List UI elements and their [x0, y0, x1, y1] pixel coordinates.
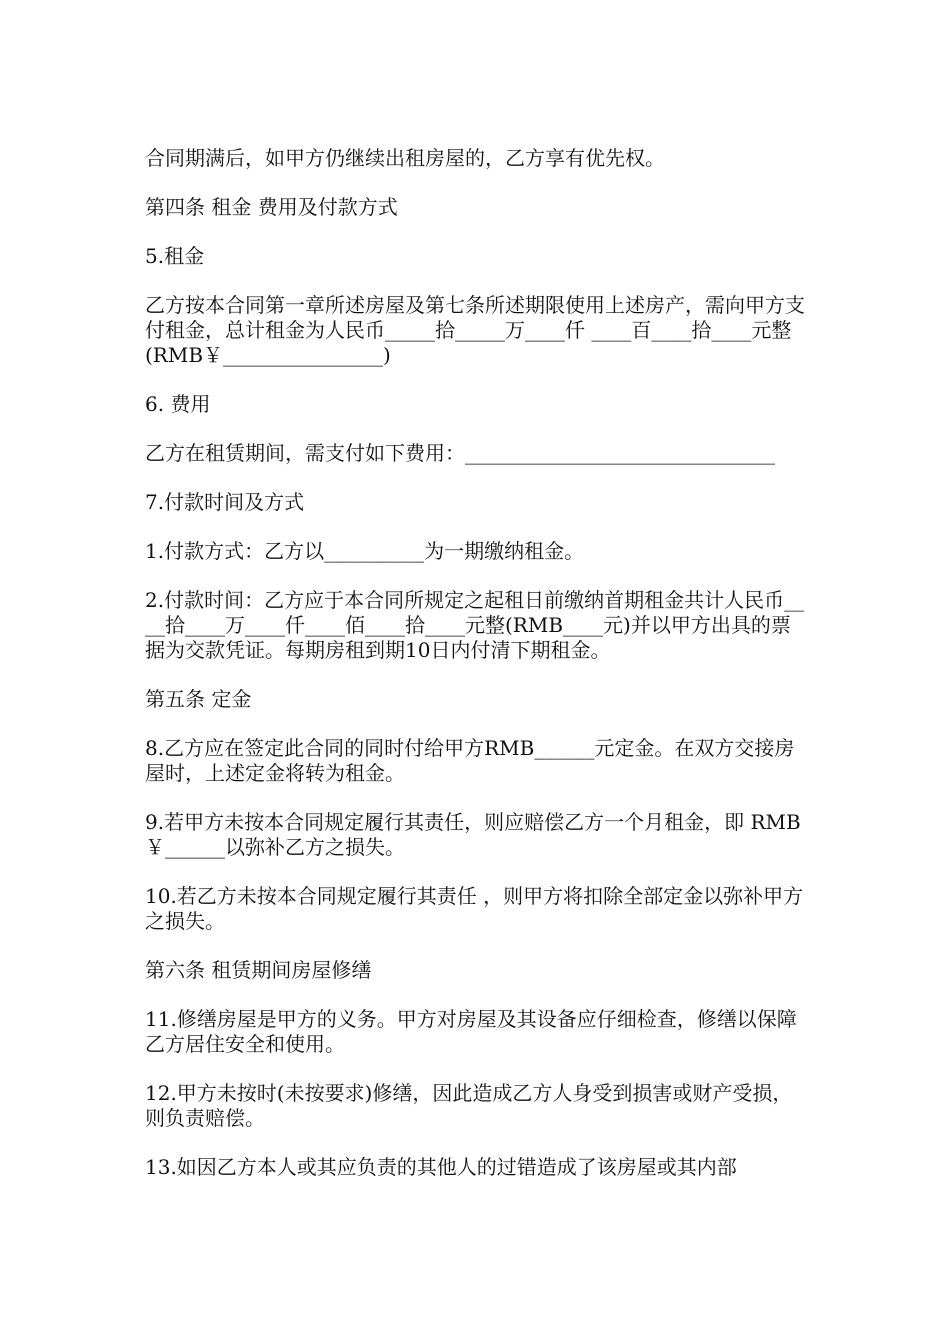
heading-rent: 5.租金 [145, 244, 205, 268]
paragraph-deposit: 8.乙方应在签定此合同的同时付给甲方RMB______元定金。在双方交接房屋时，上述定金将转为租金。 [145, 736, 795, 785]
paragraph-payment-time: 2.付款时间：乙方应于本合同所规定之起租日前缴纳首期租金共计人民币____拾____万____仟____佰____拾____元整(RMB____元)并以甲方出具的票据为交款凭证。每期房租到期10日内付清下期租金。 [145, 588, 805, 662]
heading-article-6: 第六条 租赁期间房屋修缮 [145, 958, 372, 982]
paragraph-payment-method: 1.付款方式：乙方以__________为一期缴纳租金。 [145, 539, 585, 563]
heading-fees: 6. 费用 [145, 392, 211, 416]
paragraph-landlord-breach: 9.若甲方未按本合同规定履行其责任，则应赔偿乙方一个月租金，即 RMB￥______以弥补乙方之损失。 [145, 810, 801, 859]
paragraph-tenant-breach: 10.若乙方未按本合同规定履行其责任 ，则甲方将扣除全部定金以弥补甲方之损失。 [145, 884, 804, 933]
paragraph-tenant-fault: 13.如因乙方本人或其应负责的其他人的过错造成了该房屋或其内部 [145, 1155, 737, 1179]
paragraph-rent-total: 乙方按本合同第一章所述房屋及第七条所述期限使用上述房产，需向甲方支付租金，总计租金为人民币_____拾_____万____仟 ____百____拾____元整(RMB￥________________) [145, 293, 805, 367]
heading-article-5: 第五条 定金 [145, 687, 252, 711]
document-body [145, 146, 807, 1204]
paragraph-repair-duty: 11.修缮房屋是甲方的义务。甲方对房屋及其设备应仔细检查，修缮以保障乙方居住安全和使用。 [145, 1007, 797, 1056]
heading-payment: 7.付款时间及方式 [145, 490, 305, 514]
paragraph-renewal-priority: 合同期满后，如甲方仍继续出租房屋的，乙方享有优先权。 [145, 146, 665, 170]
paragraph-fees: 乙方在租赁期间，需支付如下费用：_______________________________ [145, 441, 775, 465]
heading-article-4: 第四条 租金 费用及付款方式 [145, 195, 398, 219]
paragraph-repair-compensation: 12.甲方未按时(未按要求)修缮，因此造成乙方人身受到损害或财产受损，则负责赔偿。 [145, 1081, 793, 1130]
